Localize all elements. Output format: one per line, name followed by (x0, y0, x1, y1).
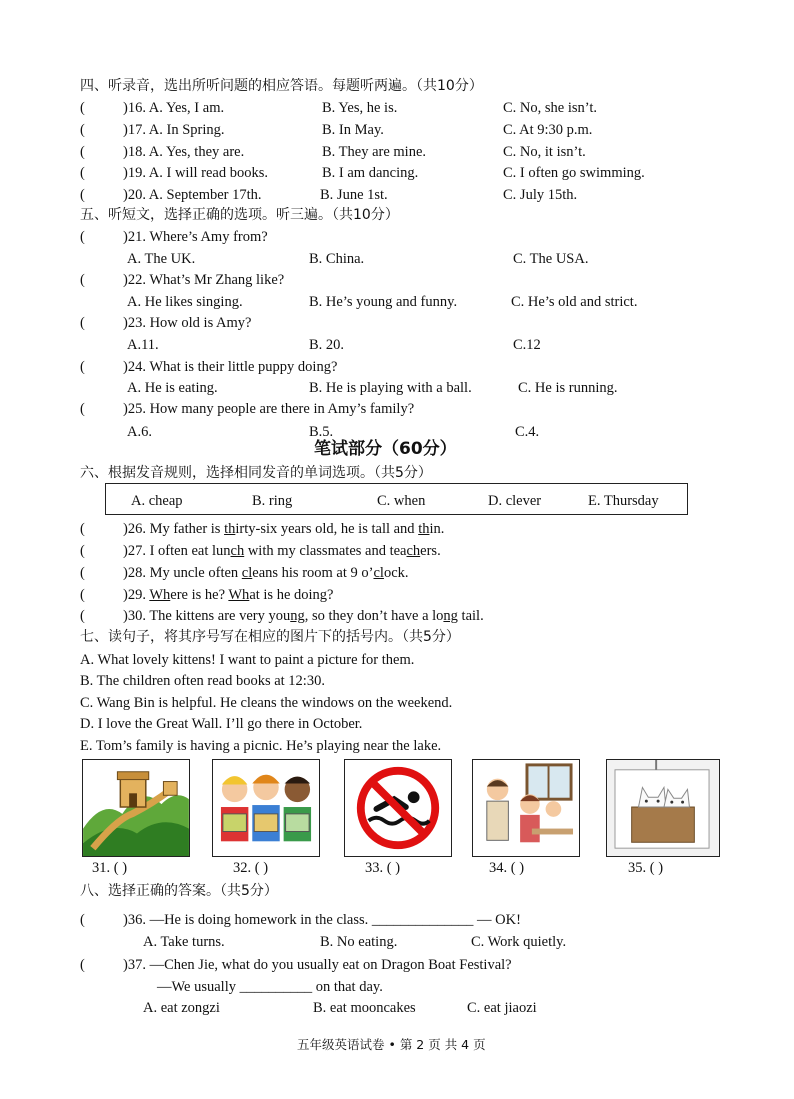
q37-blank-line: —We usually __________ on that day. (157, 979, 383, 995)
q37-paren[interactable]: ( (80, 957, 85, 973)
option-c: C. when (377, 493, 426, 509)
q21-option-b: B. China. (309, 251, 365, 267)
q21-option-c: C. The USA. (513, 251, 589, 267)
q28-part-1: )28. My uncle often (123, 565, 242, 581)
q28-underline-1: cl (241, 565, 253, 581)
q27-underline-1: ch (230, 543, 245, 559)
picture-family-cleaning (472, 759, 580, 857)
q19-option-c: C. I often go swimming. (503, 165, 645, 181)
q30-underline-1: ng (290, 608, 305, 624)
q26-text (123, 520, 444, 538)
q30-part-3: tail. (457, 608, 484, 624)
q21-option-a: A. The UK. (127, 251, 196, 267)
sentence-e: E. Tom’s family is having a picnic. He’s playing near the lake. (80, 738, 442, 754)
section-6-header: 六、根据发音规则，选择相同发音的单词选项。（共5分） (80, 465, 432, 481)
picture-kittens (606, 759, 720, 857)
q25-text: )25. How many people are there in Amy’s family? (123, 401, 415, 417)
q28-text (123, 564, 409, 582)
q16-option-c: C. No, she isn’t. (503, 100, 597, 116)
q29-paren[interactable]: ( (80, 587, 85, 603)
q27-text (123, 542, 441, 560)
q22-text: )22. What’s Mr Zhang like? (123, 272, 285, 288)
q18-option-a: )18. A. Yes, they are. (123, 144, 245, 160)
q29-underline-1: Wh (149, 587, 171, 603)
q21-text: )21. Where’s Amy from? (123, 229, 268, 245)
q23-option-c: C.12 (513, 337, 541, 353)
q36-paren[interactable]: ( (80, 912, 85, 928)
option-a: A. cheap (131, 493, 183, 509)
q37-option-c: C. eat jiaozi (467, 1000, 537, 1016)
q17-option-b: B. In May. (322, 122, 384, 138)
q27-part-3: ers. (420, 543, 441, 559)
q27-underline-2: ch (406, 543, 421, 559)
q17-option-a: )17. A. In Spring. (123, 122, 225, 138)
q20-option-c: C. July 15th. (503, 187, 578, 203)
section-7-header: 七、读句子，将其序号写在相应的图片下的括号内。（共5分） (80, 629, 460, 645)
q26-underline-1: th (224, 521, 236, 537)
q29-part-1: )29. (123, 587, 150, 603)
sentence-a: A. What lovely kittens! I want to paint a picture for them. (80, 652, 415, 668)
sentence-c: C. Wang Bin is helpful. He cleans the windows on the weekend. (80, 695, 453, 711)
q28-part-3: ock. (383, 565, 409, 581)
q29-part-2: ere is he? (170, 587, 229, 603)
q26-part-2: irty-six years old, he is tall and (235, 521, 419, 537)
q20-option-a: )20. A. September 17th. (123, 187, 262, 203)
q36-option-b: B. No eating. (320, 934, 398, 950)
q30-part-1: )30. The kittens are very you (123, 608, 291, 624)
q37-text: )37. —Chen Jie, what do you usually eat on Dragon Boat Festival? (123, 957, 512, 973)
q17-option-c: C. At 9:30 p.m. (503, 122, 593, 138)
q24-text: )24. What is their little puppy doing? (123, 359, 338, 375)
q30-paren[interactable]: ( (80, 608, 85, 624)
page-footer: 五年级英语试卷 • 第 2 页 共 4 页 (297, 1037, 486, 1052)
option-b: B. ring (252, 493, 293, 509)
q28-underline-2: cl (373, 565, 384, 581)
q22-paren[interactable]: ( (80, 272, 85, 288)
q36-text: )36. —He is doing homework in the class. ______________ — OK! (123, 912, 521, 928)
q19-option-a: )19. A. I will read books. (123, 165, 268, 181)
q27-part-2: with my classmates and tea (244, 543, 407, 559)
q26-part-1: )26. My father is (123, 521, 225, 537)
q16-option-a: )16. A. Yes, I am. (123, 100, 225, 116)
q20-option-b: B. June 1st. (320, 187, 388, 203)
q27-paren[interactable]: ( (80, 543, 85, 559)
q36-option-c: C. Work quietly. (471, 934, 567, 950)
q22-option-b: B. He’s young and funny. (309, 294, 458, 310)
q18-paren[interactable]: ( (80, 144, 85, 160)
q22-option-a: A. He likes singing. (127, 294, 243, 310)
q25-option-a: A.6. (127, 424, 152, 440)
q26-paren[interactable]: ( (80, 521, 85, 537)
q30-underline-2: ng (443, 608, 458, 624)
label-35[interactable]: 35. ( ) (628, 860, 664, 876)
q28-paren[interactable]: ( (80, 565, 85, 581)
q22-option-c: C. He’s old and strict. (511, 294, 638, 310)
q24-paren[interactable]: ( (80, 359, 85, 375)
q27-part-1: )27. I often eat lun (123, 543, 231, 559)
q23-text: )23. How old is Amy? (123, 315, 252, 331)
label-34[interactable]: 34. ( ) (489, 860, 525, 876)
written-part-title: 笔试部分（60分） (314, 439, 457, 459)
q28-part-2: eans his room at 9 o’ (252, 565, 374, 581)
option-e: E. Thursday (588, 493, 659, 509)
q29-part-3: at is he doing? (249, 587, 334, 603)
picture-great-wall (82, 759, 190, 857)
q24-option-c: C. He is running. (518, 380, 618, 396)
q30-text (123, 607, 484, 625)
q19-paren[interactable]: ( (80, 165, 85, 181)
q26-underline-2: th (418, 521, 430, 537)
q29-text (123, 586, 333, 604)
option-d: D. clever (488, 493, 542, 509)
q23-paren[interactable]: ( (80, 315, 85, 331)
section-4-header: 四、听录音，选出所听问题的相应答语。每题听两遍。（共10分） (80, 78, 483, 94)
q25-option-c: C.4. (515, 424, 540, 440)
q24-option-b: B. He is playing with a ball. (309, 380, 472, 396)
sentence-d: D. I love the Great Wall. I’ll go there in October. (80, 716, 363, 732)
q21-paren[interactable]: ( (80, 229, 85, 245)
q30-part-2: , so they don’t have a lo (304, 608, 444, 624)
q23-option-a: A.11. (127, 337, 159, 353)
q36-option-a: A. Take turns. (143, 934, 225, 950)
q19-option-b: B. I am dancing. (322, 165, 419, 181)
q37-option-a: A. eat zongzi (143, 1000, 220, 1016)
q18-option-c: C. No, it isn’t. (503, 144, 586, 160)
q16-option-b: B. Yes, he is. (322, 100, 398, 116)
sentence-b: B. The children often read books at 12:30. (80, 673, 325, 689)
label-33[interactable]: 33. ( ) (365, 860, 401, 876)
q37-option-b: B. eat mooncakes (313, 1000, 416, 1016)
q17-paren[interactable]: ( (80, 122, 85, 138)
picture-no-swimming (344, 759, 452, 857)
label-31[interactable]: 31. ( ) (92, 860, 128, 876)
section-8-header: 八、选择正确的答案。（共5分） (80, 883, 278, 899)
q16-paren[interactable]: ( (80, 100, 85, 116)
q26-part-3: in. (429, 521, 445, 537)
q24-option-a: A. He is eating. (127, 380, 218, 396)
q29-underline-2: Wh (228, 587, 250, 603)
q25-paren[interactable]: ( (80, 401, 85, 417)
q25-option-b: B.5. (309, 424, 334, 440)
section-5-header: 五、听短文，选择正确的选项。听三遍。（共10分） (80, 207, 399, 223)
q23-option-b: B. 20. (309, 337, 345, 353)
picture-children-reading (212, 759, 320, 857)
q20-paren[interactable]: ( (80, 187, 85, 203)
label-32[interactable]: 32. ( ) (233, 860, 269, 876)
q18-option-b: B. They are mine. (322, 144, 427, 160)
